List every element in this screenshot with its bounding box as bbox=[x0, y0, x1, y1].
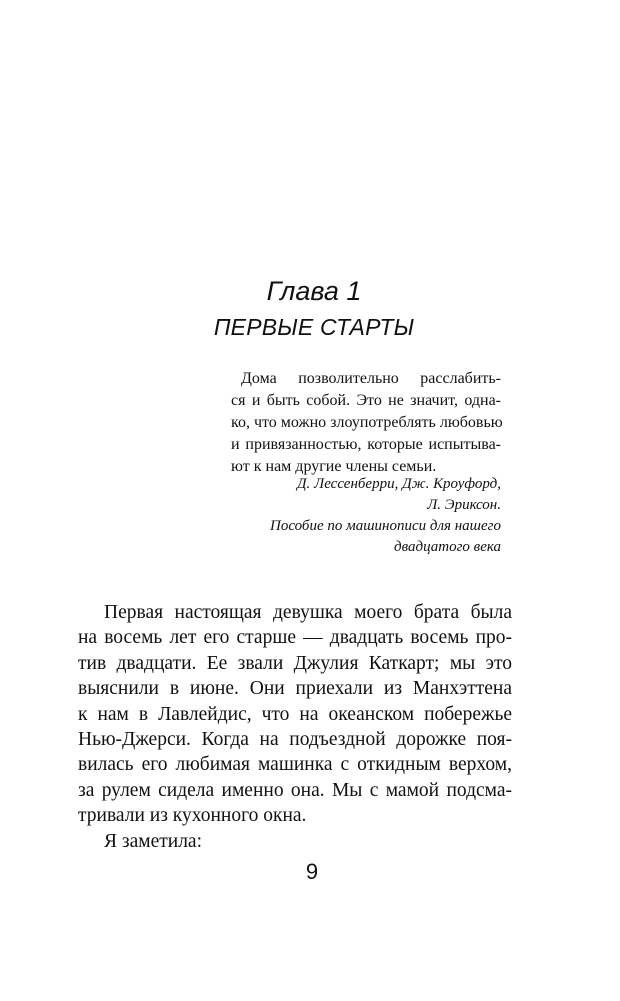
body-text bbox=[78, 600, 512, 854]
epigraph-source-line: двадцатого века bbox=[393, 539, 501, 555]
chapter-title: ПЕРВЫЕ СТАРТЫ bbox=[213, 314, 415, 340]
body-line: к нам в Лавлейдис, что на океанском побережье bbox=[78, 703, 512, 725]
body-line: тив двадцати. Ее звали Джулия Каткарт; мы это bbox=[78, 652, 512, 674]
body-line: выяснили в июне. Они приехали из Манхэттена bbox=[78, 678, 512, 700]
epigraph-source-line: Пособие по машинописи для нашего bbox=[270, 518, 501, 534]
epigraph-line: ся и быть собой. Это не значит, одна- bbox=[231, 392, 501, 409]
body-line: за рулем сидела именно она. Мы с мамой подсма- bbox=[78, 779, 512, 801]
body-line: Первая настоящая девушка моего брата была bbox=[104, 602, 512, 623]
page-number: 9 bbox=[305, 859, 319, 884]
epigraph-source bbox=[201, 474, 501, 558]
body-line: Я заметила: bbox=[104, 830, 202, 852]
epigraph-line: ют к нам другие члены семьи. bbox=[231, 458, 437, 475]
body-line: тривали из кухонного окна. bbox=[78, 805, 307, 827]
body-line: на восемь лет его старше — двадцать восемь про- bbox=[78, 627, 512, 649]
epigraph-source-line: Л. Эриксон. bbox=[427, 497, 501, 513]
epigraph-source-line: Д. Лессенберри, Дж. Кроуфорд, bbox=[297, 476, 501, 492]
body-line: Нью-Джерси. Когда на подъездной дорожке поя- bbox=[78, 728, 512, 750]
body-line: вилась его любимая машинка с откидным верхом, bbox=[78, 754, 512, 776]
chapter-number: Глава 1 bbox=[266, 276, 362, 306]
epigraph bbox=[231, 368, 501, 478]
epigraph-line: и привязанностью, которые испытыва- bbox=[231, 436, 501, 453]
epigraph-line: ко, что можно злоупотреблять любовью bbox=[231, 414, 503, 431]
epigraph-line: Дома позволительно расслабить- bbox=[241, 370, 501, 387]
